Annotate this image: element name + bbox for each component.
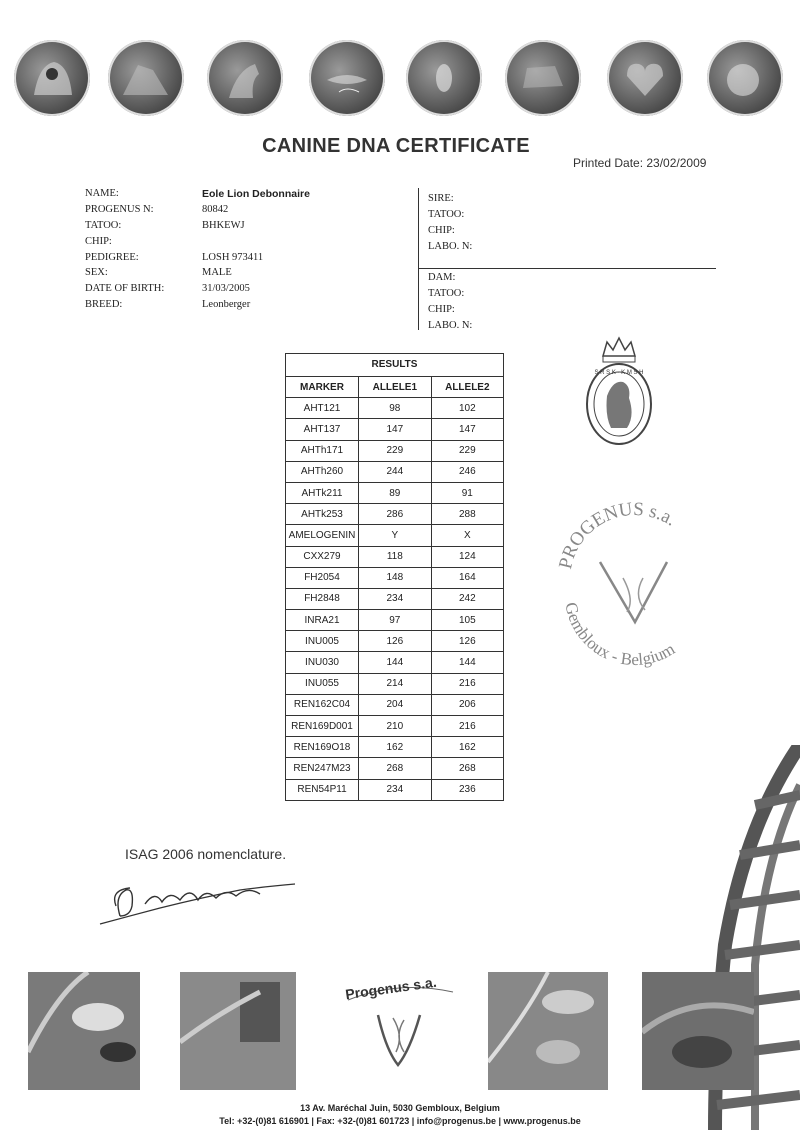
sire-tatoo-label: TATOO:	[428, 208, 465, 220]
allele-cell: 91	[431, 482, 503, 503]
table-row	[286, 631, 503, 652]
dam-tatoo-label: TATOO:	[428, 287, 465, 299]
info-label: TATOO:	[85, 219, 122, 231]
allele-cell: 244	[359, 461, 432, 482]
info-label: NAME:	[85, 188, 119, 199]
table-row	[286, 504, 503, 525]
allele-cell: 102	[431, 398, 503, 419]
dam-label: DAM:	[428, 272, 456, 283]
address-line: 13 Av. Maréchal Juin, 5030 Gembloux, Belgium	[300, 1103, 500, 1113]
stamp-top-label: PROGENUS s.a.	[555, 500, 681, 572]
marker-cell: CXX279	[286, 546, 359, 567]
marker-cell: AHTk253	[286, 504, 359, 525]
allele-cell: 229	[431, 440, 503, 461]
contact-line: Tel: +32-(0)81 616901 | Fax: +32-(0)81 601723 | info@progenus.be | www.progenus.be	[219, 1116, 581, 1126]
allele-cell: 204	[359, 694, 432, 715]
rock-circle-icon	[108, 40, 184, 116]
allele-cell: 229	[359, 440, 432, 461]
marker-cell: INU030	[286, 652, 359, 673]
divider-vertical	[418, 188, 419, 330]
signature-image	[90, 876, 305, 932]
allele-cell: 286	[359, 504, 432, 525]
table-row	[286, 779, 503, 800]
allele-cell: 124	[431, 546, 503, 567]
table-row	[286, 419, 503, 440]
allele-cell: 162	[431, 737, 503, 758]
marker-cell: AHTk211	[286, 482, 359, 503]
results-title: RESULTS	[286, 354, 503, 377]
allele-cell: 148	[359, 567, 432, 588]
info-value: 80842	[202, 203, 229, 215]
info-label: CHIP:	[85, 235, 112, 247]
table-row	[286, 440, 503, 461]
info-value: LOSH 973411	[202, 251, 264, 263]
cows-photo	[28, 972, 140, 1090]
column-header: ALLELE1	[359, 377, 432, 398]
results-grid	[286, 377, 503, 800]
allele-cell: 126	[431, 631, 503, 652]
table-row	[286, 737, 503, 758]
allele-cell: 236	[431, 779, 503, 800]
table-row	[286, 610, 503, 631]
table-row	[286, 673, 503, 694]
pigs-photo	[488, 972, 608, 1090]
marker-cell: AHT137	[286, 419, 359, 440]
column-header: ALLELE2	[431, 377, 503, 398]
allele-cell: 126	[359, 631, 432, 652]
cow-circle-icon	[505, 40, 581, 116]
sire-chip-label: CHIP:	[428, 224, 455, 236]
allele-cell: 147	[431, 419, 503, 440]
divider-horizontal	[418, 268, 716, 269]
sire-labo-label: LABO. N:	[428, 240, 473, 252]
logo-text: Progenus s.a.	[344, 973, 438, 1003]
leaf-circle-icon	[406, 40, 482, 116]
allele-cell: 162	[359, 737, 432, 758]
marker-cell: AMELOGENIN	[286, 525, 359, 546]
bird-circle-icon	[309, 40, 385, 116]
allele-cell: 144	[359, 652, 432, 673]
allele-cell: 242	[431, 588, 503, 609]
allele-cell: 246	[431, 461, 503, 482]
table-row	[286, 546, 503, 567]
nomenclature-note: ISAG 2006 nomenclature.	[125, 846, 287, 862]
table-row	[286, 588, 503, 609]
table-row	[286, 694, 503, 715]
allele-cell: 105	[431, 610, 503, 631]
dam-block	[428, 272, 472, 336]
stamp-bottom-label: Gembloux - Belgium	[561, 600, 679, 670]
allele-cell: 268	[359, 758, 432, 779]
allele-cell: 268	[431, 758, 503, 779]
info-label: BREED:	[85, 299, 123, 311]
marker-cell: REN247M23	[286, 758, 359, 779]
sire-label: SIRE:	[428, 193, 454, 204]
table-row	[286, 567, 503, 588]
allele-cell: 234	[359, 588, 432, 609]
marker-cell: INU055	[286, 673, 359, 694]
info-label: PROGENUS N:	[85, 203, 154, 215]
allele-cell: 214	[359, 673, 432, 694]
sheep-circle-icon	[707, 40, 783, 116]
info-label: SEX:	[85, 267, 108, 279]
info-value: BHKEWJ	[202, 219, 245, 231]
column-header: MARKER	[286, 377, 359, 398]
table-row	[286, 758, 503, 779]
lab-photo	[180, 972, 296, 1090]
sire-block	[428, 193, 472, 257]
allele-cell: X	[431, 525, 503, 546]
info-value: Eole Lion Debonnaire	[202, 188, 310, 200]
marker-cell: FH2054	[286, 567, 359, 588]
marker-cell: INU005	[286, 631, 359, 652]
results-header-row	[286, 377, 503, 398]
allele-cell: 147	[359, 419, 432, 440]
marker-cell: REN169O18	[286, 737, 359, 758]
stamp-bottom-text	[561, 601, 678, 669]
allele-cell: 216	[431, 716, 503, 737]
info-value: 31/03/2005	[202, 283, 250, 295]
table-row	[286, 482, 503, 503]
allele-cell: Y	[359, 525, 432, 546]
allele-cell: 206	[431, 694, 503, 715]
results-table	[285, 353, 504, 801]
seal-text: S R S K · K M S H	[594, 370, 644, 376]
info-label: PEDIGREE:	[85, 251, 139, 263]
table-row	[286, 525, 503, 546]
marker-cell: REN169D001	[286, 716, 359, 737]
table-row	[286, 652, 503, 673]
stamp-top-text	[555, 500, 680, 571]
progenus-stamp	[555, 500, 715, 670]
page-title: CANINE DNA CERTIFICATE	[262, 135, 530, 157]
table-row	[286, 398, 503, 419]
heart-circle-icon	[607, 40, 683, 116]
allele-cell: 89	[359, 482, 432, 503]
printed-date: Printed Date: 23/02/2009	[573, 156, 707, 170]
allele-cell: 216	[431, 673, 503, 694]
table-row	[286, 461, 503, 482]
dam-chip-label: CHIP:	[428, 303, 455, 315]
allele-cell: 118	[359, 546, 432, 567]
marker-cell: REN162C04	[286, 694, 359, 715]
allele-cell: 98	[359, 398, 432, 419]
horse-circle-icon	[207, 40, 283, 116]
allele-cell: 210	[359, 716, 432, 737]
allele-cell: 164	[431, 567, 503, 588]
info-value: MALE	[202, 267, 232, 279]
table-row	[286, 716, 503, 737]
marker-cell: FH2848	[286, 588, 359, 609]
dog-circle-icon	[14, 40, 90, 116]
allele-cell: 288	[431, 504, 503, 525]
allele-cell: 144	[431, 652, 503, 673]
results-body	[286, 398, 503, 800]
allele-cell: 234	[359, 779, 432, 800]
marker-cell: REN54P11	[286, 779, 359, 800]
marker-cell: AHT121	[286, 398, 359, 419]
srsk-seal-icon	[583, 336, 655, 450]
dam-labo-label: LABO. N:	[428, 319, 473, 331]
marker-cell: AHTh260	[286, 461, 359, 482]
marker-cell: AHTh171	[286, 440, 359, 461]
marker-cell: INRA21	[286, 610, 359, 631]
allele-cell: 97	[359, 610, 432, 631]
info-label: DATE OF BIRTH:	[85, 283, 165, 295]
info-value: Leonberger	[202, 299, 251, 311]
dna-photo	[642, 972, 754, 1090]
